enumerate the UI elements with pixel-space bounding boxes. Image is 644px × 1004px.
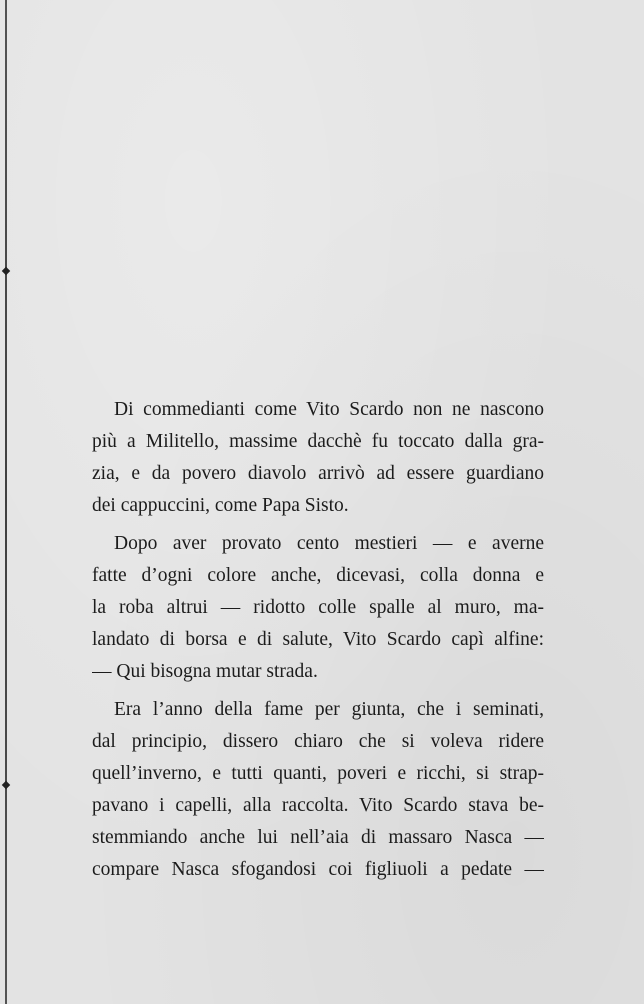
paragraph: [92, 394, 544, 522]
body-text: [92, 394, 544, 886]
text-line: quell’inverno, e tutti quanti, poveri e ricchi, si strap-: [92, 763, 544, 784]
text-line: più a Militello, massime dacchè fu toccato dalla gra-: [92, 431, 544, 452]
text-line: pavano i capelli, alla raccolta. Vito Scardo stava be-: [92, 795, 544, 816]
text-line: Dopo aver provato cento mestieri — e averne: [114, 533, 544, 554]
text-line: fatte d’ogni colore anche, dicevasi, colla donna e: [92, 565, 544, 586]
text-line: la roba altrui — ridotto colle spalle al muro, ma-: [92, 597, 544, 618]
text-line: stemmiando anche lui nell’aia di massaro Nasca —: [92, 827, 544, 848]
text-line: zia, e da povero diavolo arrivò ad essere guardiano: [92, 463, 544, 484]
binding-edge: [5, 0, 7, 1004]
text-line: dei cappuccini, come Papa Sisto.: [92, 495, 349, 516]
paragraph: [92, 528, 544, 688]
paragraph: [92, 694, 544, 886]
binding-notch: [2, 267, 10, 275]
text-line: Di commedianti come Vito Scardo non ne nascono: [114, 399, 544, 420]
text-line: — Qui bisogna mutar strada.: [92, 661, 318, 682]
text-line: dal principio, dissero chiaro che si voleva ridere: [92, 731, 544, 752]
binding-notch: [2, 781, 10, 789]
text-line: Era l’anno della fame per giunta, che i seminati,: [114, 699, 544, 720]
text-line: landato di borsa e di salute, Vito Scardo capì alfine:: [92, 629, 544, 650]
text-line: compare Nasca sfogandosi coi figliuoli a pedate —: [92, 859, 544, 880]
